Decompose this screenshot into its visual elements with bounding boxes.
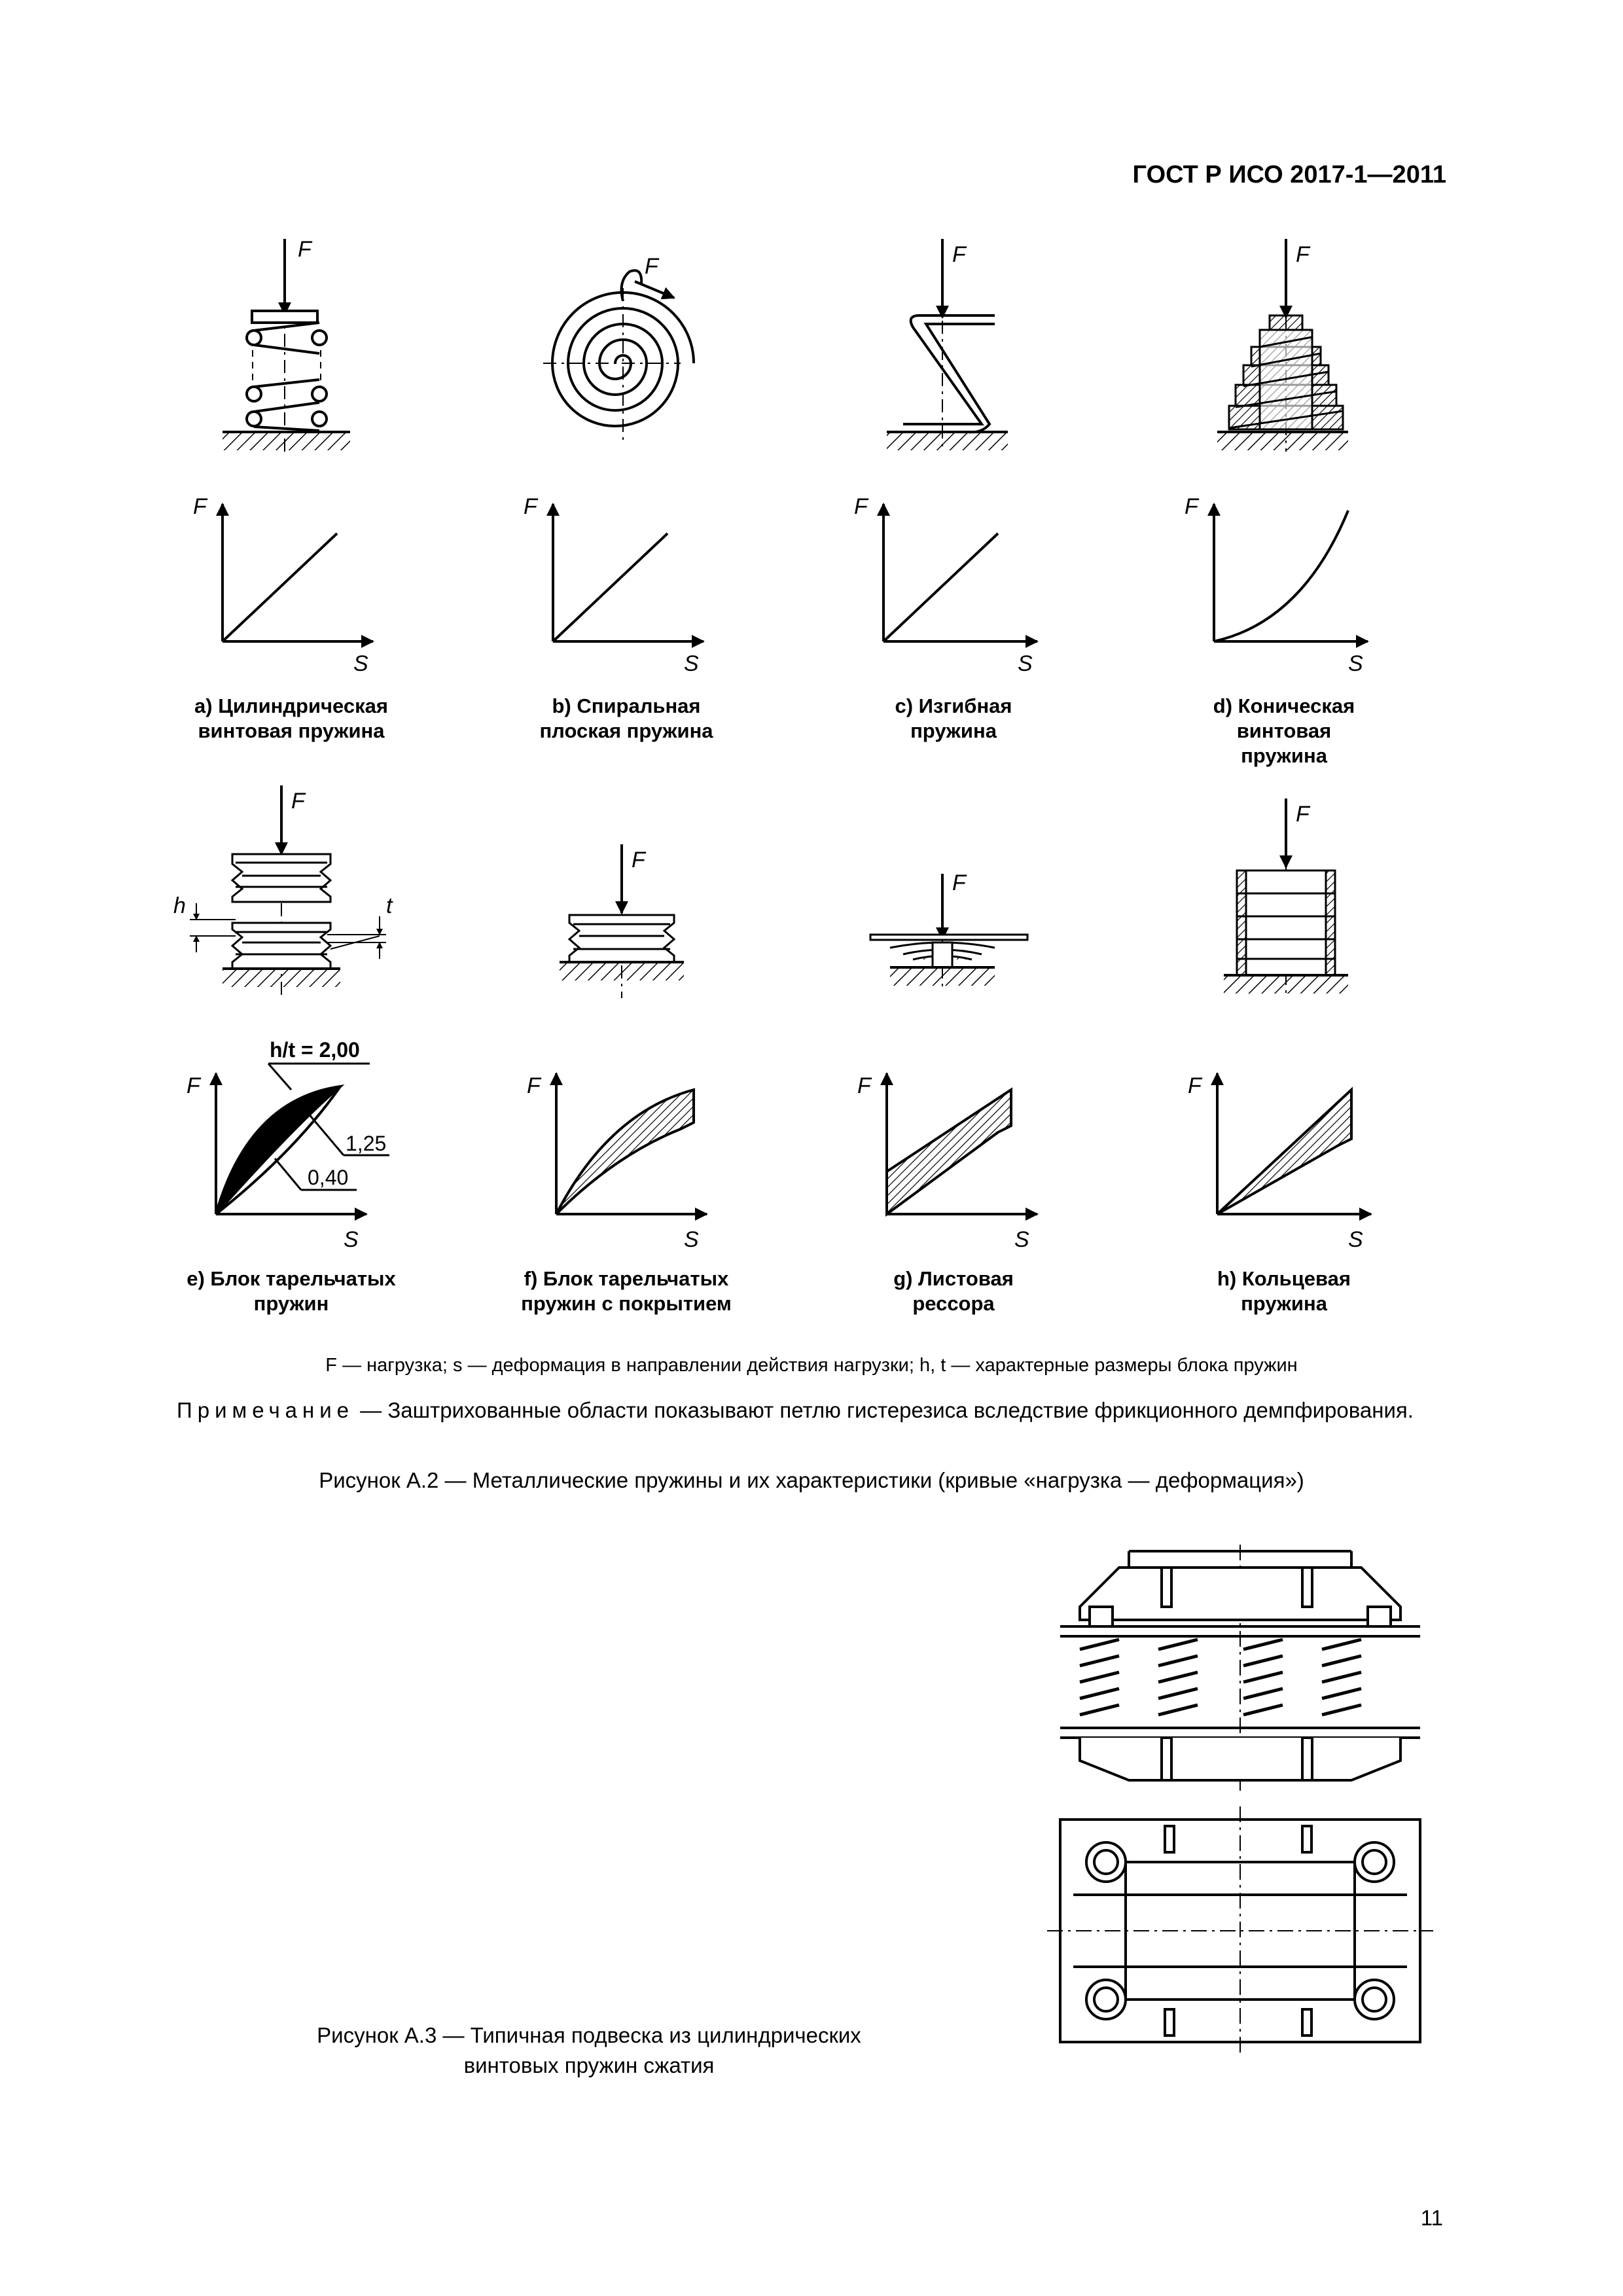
- document-header: ГОСТ Р ИСО 2017-1—2011: [1132, 161, 1446, 188]
- graph-b: [553, 504, 704, 641]
- ht-ratio-label: h/t = 2,00: [270, 1038, 360, 1062]
- disc-spring-stack-drawing: [190, 785, 386, 995]
- bending-spring-drawing: [887, 239, 1008, 452]
- caption-h: h) Кольцевая пружина: [1217, 1267, 1351, 1315]
- deformation-label: S: [344, 1227, 359, 1252]
- deformation-label: S: [684, 651, 699, 676]
- deformation-label: S: [1348, 1227, 1363, 1252]
- cylindrical-spring-drawing: [223, 239, 350, 452]
- ratio-mid-label: 1,25: [346, 1132, 387, 1155]
- caption-a: a) Цилиндрическая винтовая пружина: [194, 694, 388, 742]
- h-dimension-label: h: [173, 893, 186, 918]
- force-label: F: [1188, 1073, 1202, 1098]
- force-label: F: [857, 1073, 871, 1098]
- leaf-spring-drawing: [870, 874, 1027, 988]
- figure-a3-caption: Рисунок А.3 — Типичная подвеска из цилиндрических винтовых пружин сжатия: [317, 2023, 861, 2077]
- force-label: F: [1296, 242, 1310, 267]
- page-number: 11: [1420, 2206, 1443, 2230]
- force-label: F: [952, 242, 966, 267]
- graph-h: [1217, 1073, 1371, 1214]
- caption-c: c) Изгибная пружина: [895, 694, 1012, 742]
- coated-disc-stack-drawing: [560, 844, 684, 998]
- ring-spring-drawing: [1224, 798, 1348, 998]
- caption-f: f) Блок тарельчатых пружин с покрытием: [521, 1267, 732, 1315]
- spiral-spring-drawing: [543, 270, 694, 445]
- figure-a2-caption: Рисунок А.2 — Металлические пружины и их характеристики (кривые «нагрузка — деформация»): [319, 1468, 1304, 1492]
- deformation-label: S: [353, 651, 368, 676]
- caption-g: g) Листовая рессора: [893, 1267, 1014, 1315]
- force-label: F: [952, 870, 966, 895]
- force-label: F: [187, 1073, 200, 1098]
- ratio-low-label: 0,40: [308, 1166, 349, 1189]
- conical-spring-drawing: [1217, 239, 1348, 452]
- figure-a3-drawing: [1047, 1545, 1433, 2055]
- deformation-label: S: [684, 1227, 699, 1252]
- graph-c: [883, 504, 1037, 641]
- force-label: F: [527, 1073, 541, 1098]
- t-dimension-label: t: [386, 893, 393, 918]
- caption-e: e) Блок тарельчатых пружин: [187, 1267, 396, 1315]
- deformation-label: S: [1014, 1227, 1029, 1252]
- force-label: F: [854, 494, 868, 519]
- graph-a: [223, 504, 373, 641]
- graph-d: [1214, 504, 1368, 641]
- force-label: F: [1185, 494, 1198, 519]
- note-head: Примечание: [177, 1398, 355, 1422]
- spring-coils: [1080, 1640, 1361, 1715]
- figure-legend: F — нагрузка; s — деформация в направлении действия нагрузки; h, t — характерные размеры блока пружин: [325, 1355, 1298, 1376]
- graph-f: [556, 1073, 707, 1214]
- caption-d: d) Коническая винтовая пружина: [1213, 694, 1355, 767]
- force-label: F: [632, 848, 645, 872]
- force-label: F: [193, 494, 207, 519]
- force-label: F: [524, 494, 537, 519]
- note-text: — Заштрихованные области показывают петлю гистерезиса вследствие фрикционного демпфирования.: [354, 1398, 1414, 1422]
- deformation-label: S: [1348, 651, 1363, 676]
- graph-g: [887, 1073, 1037, 1214]
- force-label: F: [645, 254, 658, 279]
- note-paragraph: [177, 1394, 1446, 1427]
- force-label: F: [291, 789, 305, 814]
- caption-b: b) Спиральная плоская пружина: [539, 694, 713, 742]
- force-label: F: [1296, 802, 1310, 827]
- force-label: F: [298, 237, 312, 262]
- deformation-label: S: [1018, 651, 1033, 676]
